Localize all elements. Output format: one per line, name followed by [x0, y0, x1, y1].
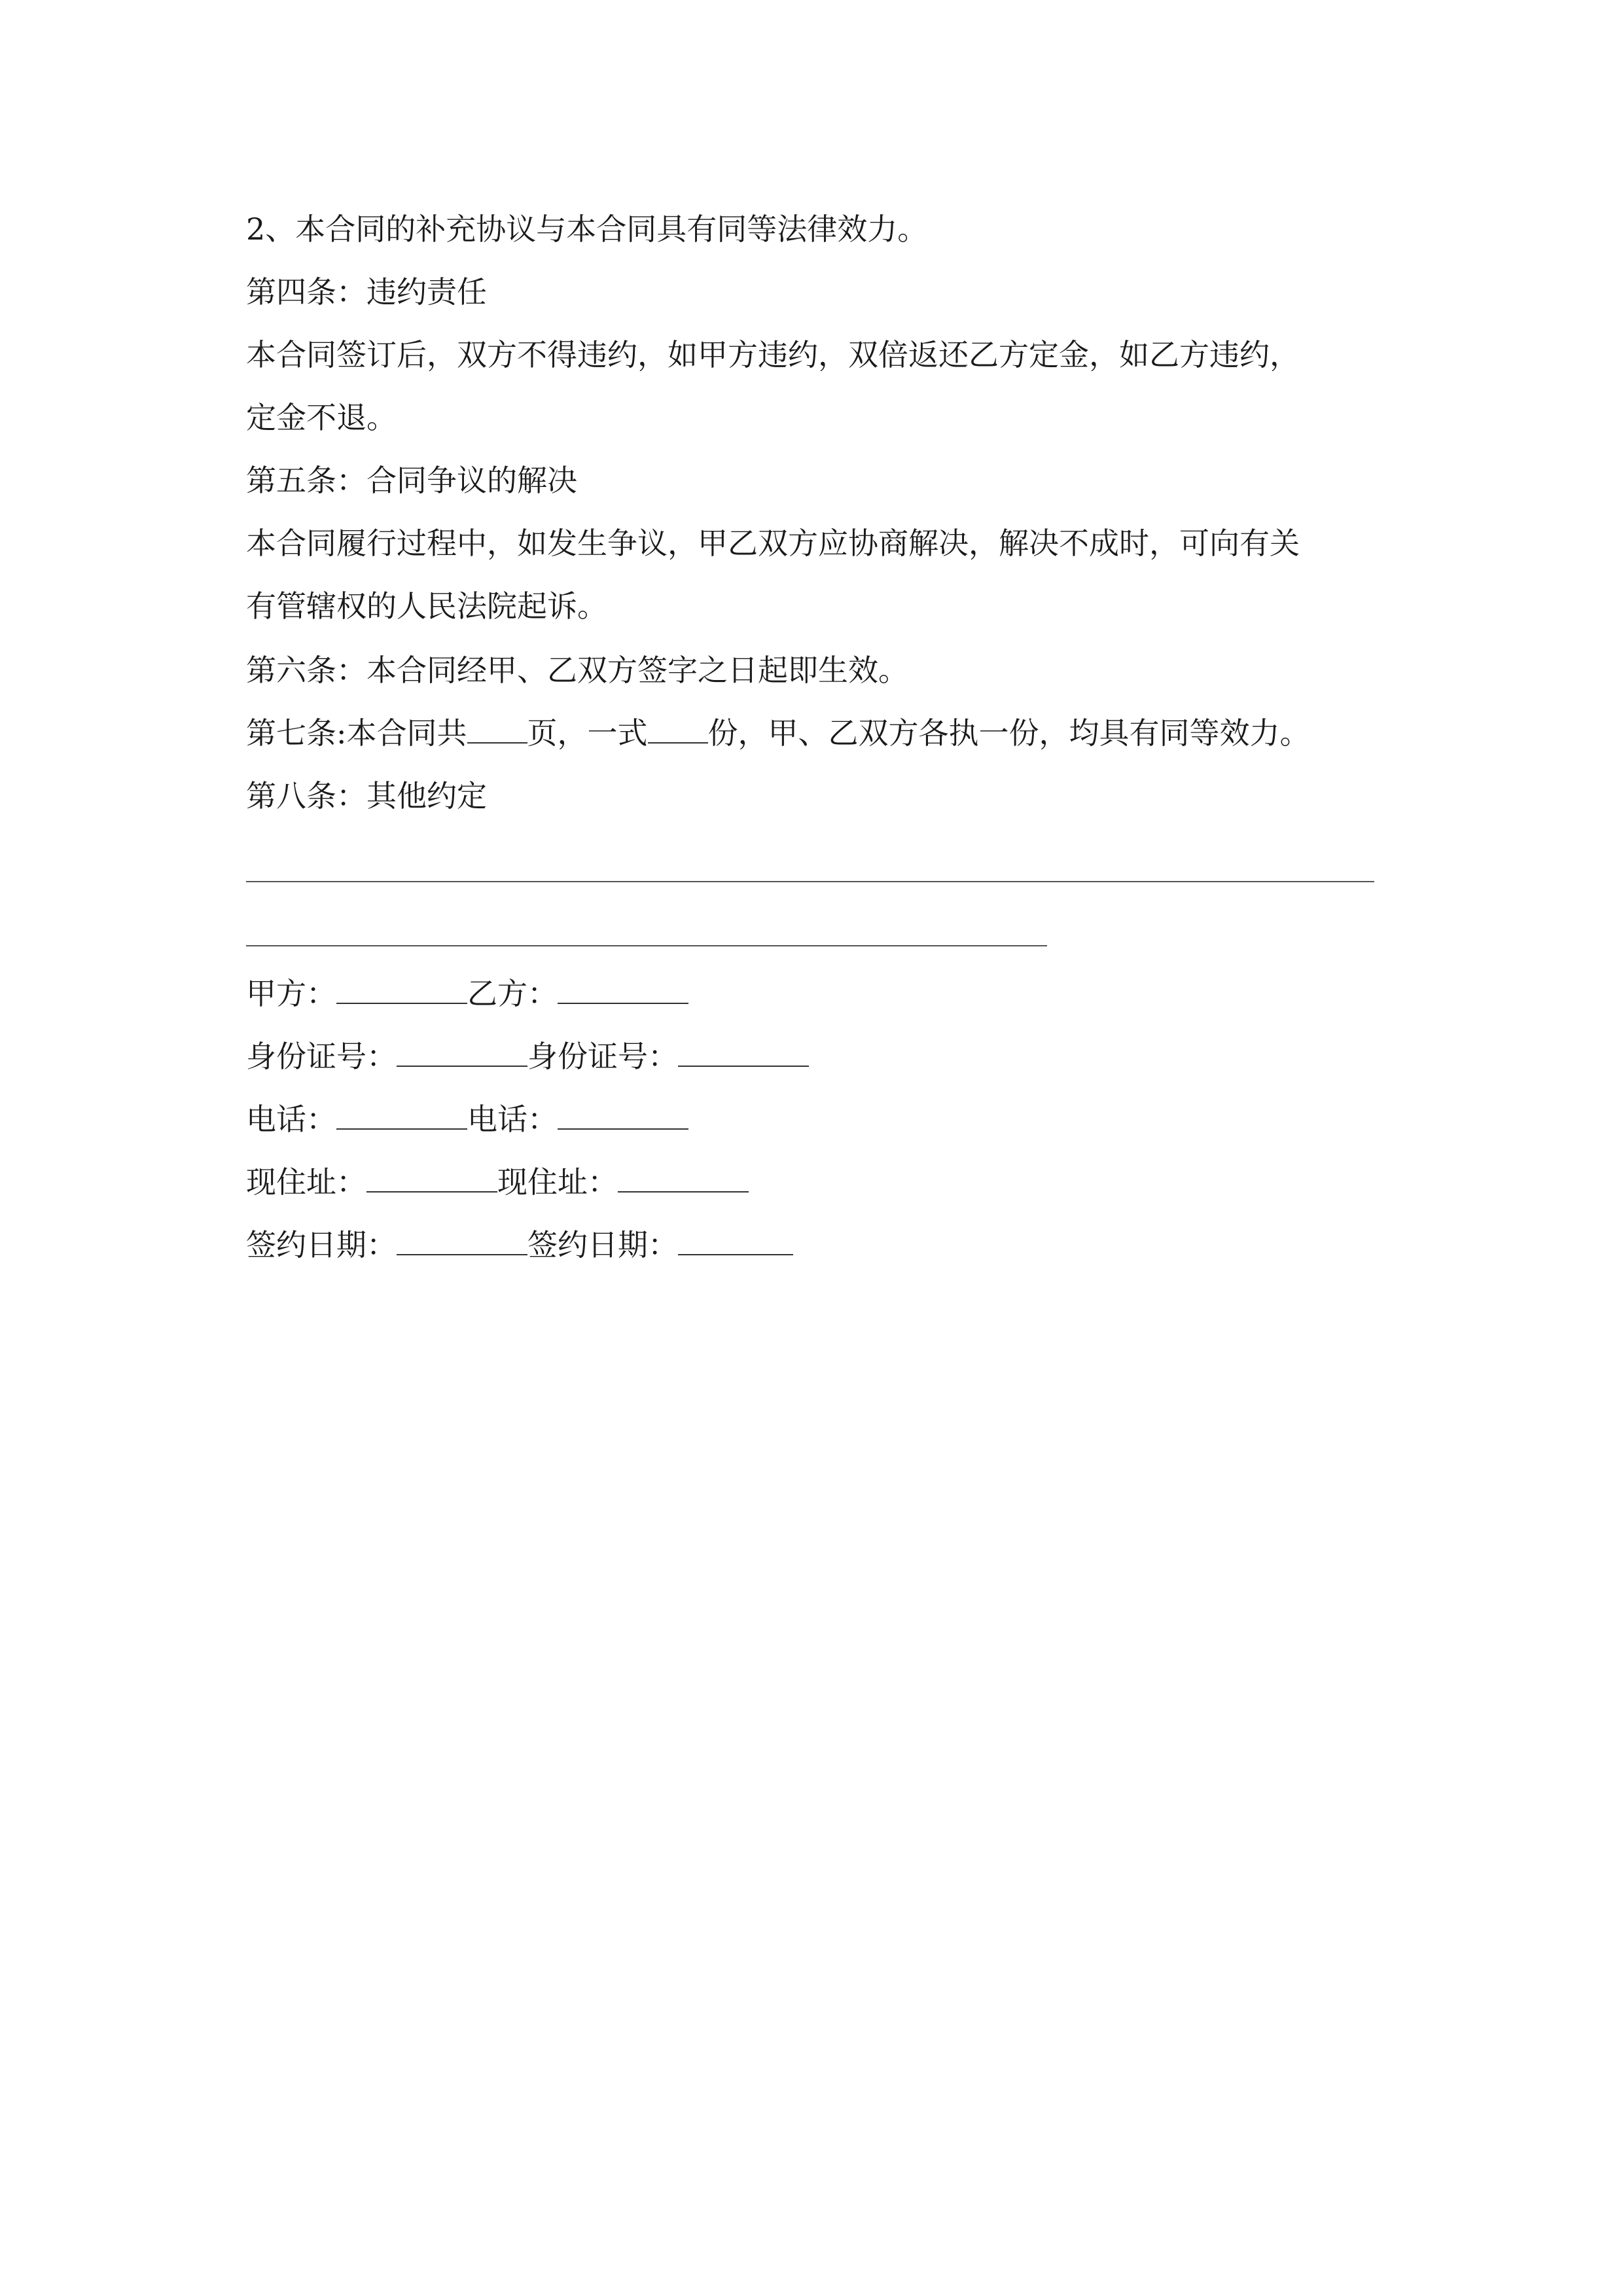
id-row: [246, 1037, 809, 1076]
address-b-label: 现住址：: [497, 1164, 618, 1200]
phone-b-label: 电话：: [467, 1102, 558, 1137]
article-4-text-1: 本合同签订后，双方不得违约，如甲方违约，双倍返还乙方定金，如乙方违约，: [246, 337, 1300, 372]
party-b-blank[interactable]: [558, 974, 688, 1004]
id-a-label: 身份证号：: [246, 1039, 397, 1074]
id-a-blank[interactable]: [397, 1037, 527, 1067]
article-4-heading: 第四条：违约责任: [246, 274, 487, 310]
article-5-text-1: 本合同履行过程中，如发生争议，甲乙双方应协商解决，解决不成时，可向有关: [246, 526, 1300, 561]
address-a-blank[interactable]: [366, 1162, 497, 1193]
date-a-label: 签约日期：: [246, 1227, 397, 1263]
other-terms-line-2[interactable]: [246, 945, 1047, 946]
article-7-text-c: 份，甲、乙双方各执一份，均具有同等效力。: [707, 715, 1310, 751]
clause-supplement: 2、本合同的补充协议与本合同具有同等法律效力。: [246, 211, 928, 247]
phone-row: [246, 1100, 688, 1139]
article-5-text-2: 有管辖权的人民法院起诉。: [246, 588, 607, 624]
other-terms-line-1[interactable]: [246, 881, 1374, 882]
article-4-text-2: 定金不退。: [246, 400, 397, 435]
page-count-blank[interactable]: [467, 713, 527, 744]
address-row: [246, 1162, 749, 1202]
article-7-label: 第七条: [246, 715, 336, 751]
date-b-label: 签约日期：: [527, 1227, 678, 1263]
article-8-heading: 第八条：其他约定: [246, 778, 487, 814]
address-b-blank[interactable]: [618, 1162, 749, 1193]
date-a-blank[interactable]: [397, 1225, 527, 1255]
address-a-label: 现住址：: [246, 1164, 366, 1200]
party-row: [246, 974, 688, 1013]
article-7-text-b: 页，一式: [527, 715, 648, 751]
id-b-label: 身份证号：: [527, 1039, 678, 1074]
id-b-blank[interactable]: [678, 1037, 809, 1067]
copy-count-blank[interactable]: [648, 713, 708, 744]
party-b-label: 乙方：: [467, 976, 558, 1011]
phone-b-blank[interactable]: [558, 1100, 688, 1130]
phone-a-label: 电话：: [246, 1102, 336, 1137]
date-b-blank[interactable]: [678, 1225, 793, 1255]
party-a-blank[interactable]: [336, 974, 467, 1004]
article-7: [246, 713, 1310, 753]
article-7-text-a: :本合同共: [336, 715, 467, 751]
party-a-label: 甲方：: [246, 976, 336, 1011]
date-row: [246, 1225, 793, 1265]
article-6: 第六条：本合同经甲、乙双方签字之日起即生效。: [246, 653, 908, 688]
article-5-heading: 第五条：合同争议的解决: [246, 463, 577, 498]
phone-a-blank[interactable]: [336, 1100, 467, 1130]
